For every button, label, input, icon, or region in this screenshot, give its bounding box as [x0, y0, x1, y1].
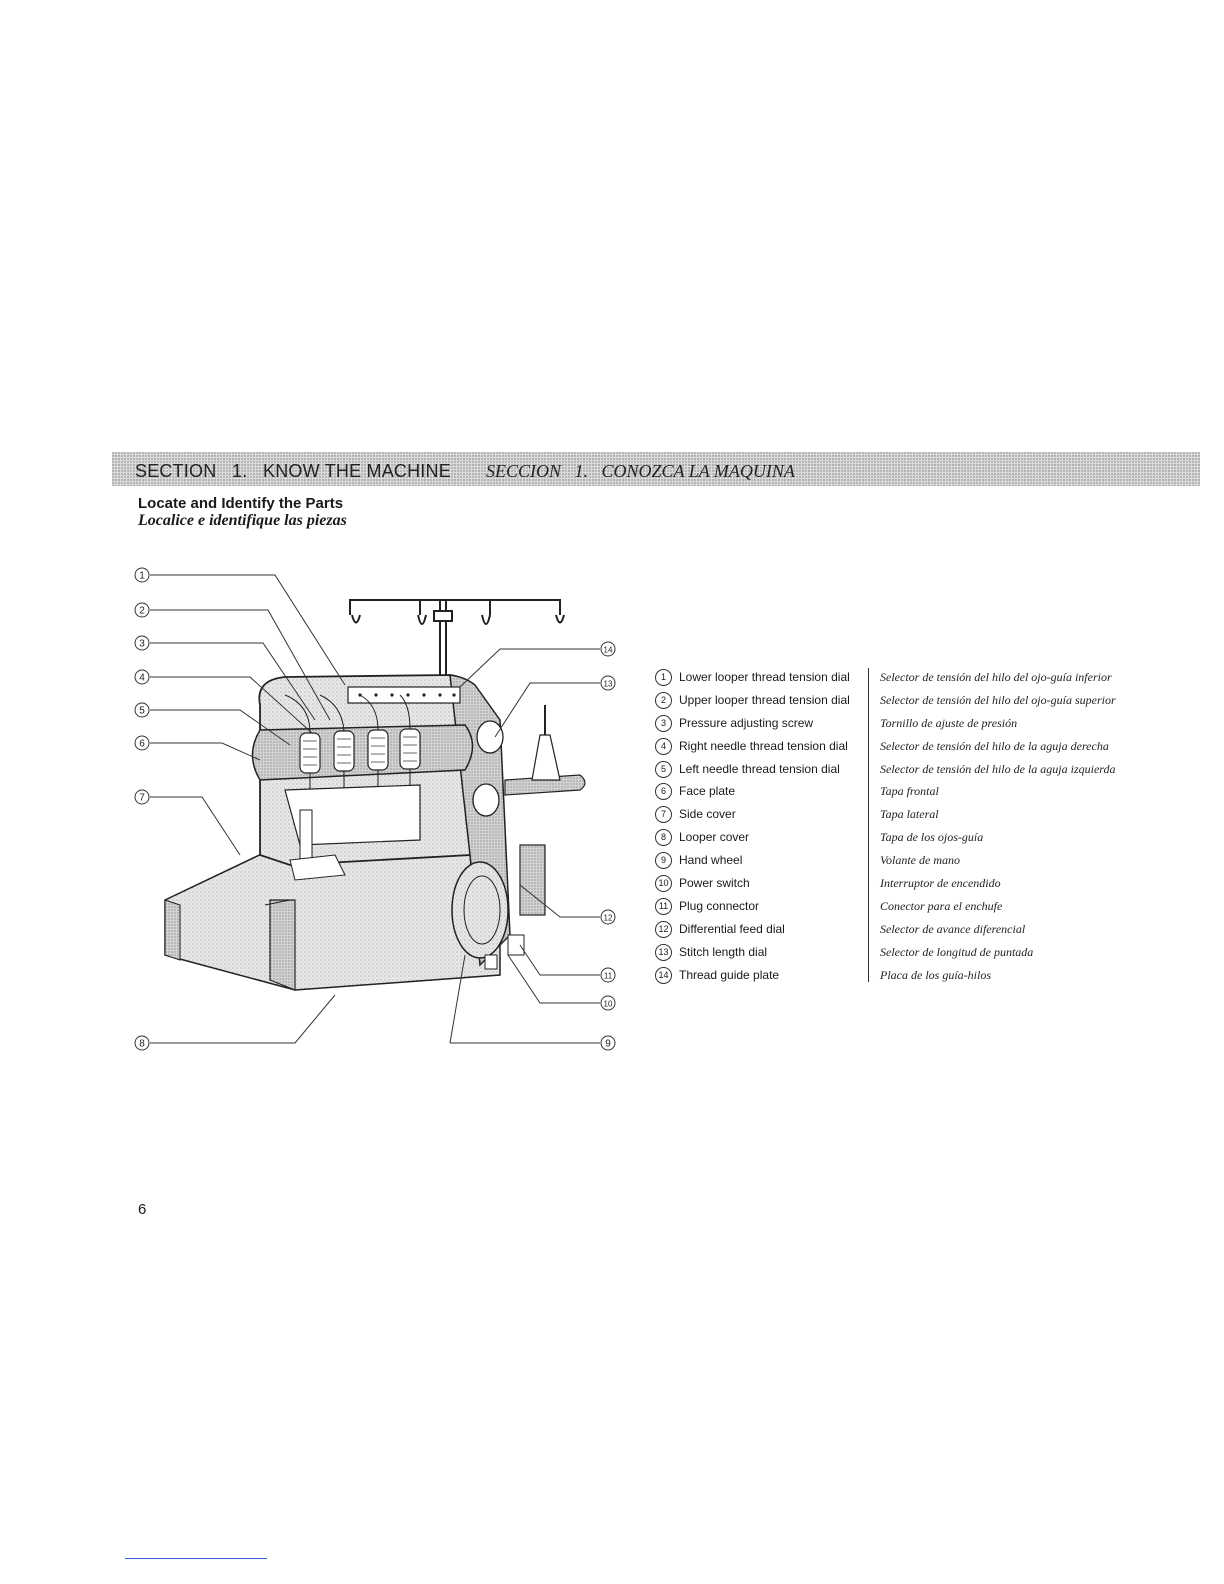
part-name-spanish: Selector de tensión del hilo de la aguja derecha	[880, 738, 1109, 753]
part-name-spanish: Interruptor de encendido	[880, 876, 1001, 891]
serger-machine-diagram	[120, 555, 640, 1055]
legend-row	[655, 668, 1215, 691]
legend-row	[655, 805, 1215, 828]
callout-13	[601, 676, 615, 690]
part-name-spanish: Tapa frontal	[880, 784, 939, 799]
part-name-english: Looper cover	[679, 830, 750, 845]
part-name-english: Left needle thread tension dial	[679, 761, 840, 776]
legend-row	[655, 851, 1215, 874]
legend-number: 3	[655, 715, 672, 732]
part-name-english: Lower looper thread tension dial	[679, 670, 850, 684]
part-name-spanish: Conector para el enchufe	[880, 898, 1003, 913]
callout-1	[135, 568, 149, 582]
legend-row	[655, 714, 1215, 737]
legend-row	[655, 828, 1215, 851]
callout-10-label: 10	[603, 999, 613, 1009]
callout-14-label: 14	[603, 645, 613, 655]
part-name-english: Plug connector	[679, 898, 760, 913]
legend-row	[655, 737, 1215, 760]
part-name-english: Pressure adjusting screw	[679, 715, 814, 730]
callout-8-label: 8	[139, 1038, 145, 1050]
page-number: 6	[138, 1201, 147, 1218]
legend-row	[655, 920, 1215, 943]
callout-2-label: 2	[139, 605, 145, 617]
callout-3	[135, 636, 149, 650]
part-name-english: Thread guide plate	[679, 967, 780, 982]
heading-english: Locate and Identify the Parts	[138, 495, 344, 512]
part-name-spanish: Selector de avance diferencial	[880, 921, 1026, 936]
part-name-spanish: Selector de tensión del hilo del ojo-guía inferior	[880, 670, 1112, 684]
part-name-spanish: Selector de tensión del hilo del ojo-guía superior	[880, 692, 1116, 707]
callout-3-label: 3	[139, 638, 145, 650]
part-name-english: Hand wheel	[679, 853, 743, 868]
part-name-english: Differential feed dial	[679, 921, 785, 936]
callout-4	[135, 670, 149, 684]
callout-7	[135, 790, 149, 804]
callout-7-label: 7	[139, 792, 145, 804]
part-name-english: Face plate	[679, 784, 736, 799]
heading-spanish: Localice e identifique las piezas	[138, 512, 347, 529]
callout-6	[135, 736, 149, 750]
legend-number: 2	[655, 692, 672, 709]
legend-number: 7	[655, 806, 672, 823]
callout-12	[601, 910, 615, 924]
callout-4-label: 4	[139, 672, 145, 684]
thread-stand	[350, 600, 564, 685]
legend-row	[655, 943, 1215, 966]
legend-row	[655, 897, 1215, 920]
legend-row	[655, 782, 1215, 805]
legend-row	[655, 760, 1215, 783]
legend-number: 12	[655, 921, 672, 938]
legend-number: 14	[655, 967, 672, 984]
legend-column-divider	[868, 668, 869, 982]
parts-legend	[655, 668, 1215, 988]
part-name-spanish: Selector de tensión del hilo de la aguja izquierda	[880, 761, 1116, 776]
part-name-spanish: Placa de los guía-hilos	[880, 967, 991, 982]
legend-number: 9	[655, 852, 672, 869]
part-name-spanish: Selector de longitud de puntada	[880, 944, 1034, 959]
part-name-english: Power switch	[679, 876, 750, 891]
legend-number: 6	[655, 783, 672, 800]
legend-row	[655, 691, 1215, 714]
part-name-spanish: Tapa lateral	[880, 807, 939, 822]
legend-row	[655, 966, 1215, 989]
legend-number: 13	[655, 944, 672, 961]
callout-5	[135, 703, 149, 717]
callout-10	[601, 996, 615, 1010]
legend-number: 8	[655, 829, 672, 846]
legend-number: 4	[655, 738, 672, 755]
section-title-spanish: SECCION 1. CONOZCA LA MAQUINA	[486, 461, 795, 481]
part-name-english: Stitch length dial	[679, 944, 768, 959]
callout-1-label: 1	[139, 570, 145, 582]
callout-2	[135, 603, 149, 617]
legend-number: 10	[655, 875, 672, 892]
part-name-spanish: Tapa de los ojos-guía	[880, 830, 984, 845]
callout-9-label: 9	[605, 1038, 611, 1050]
callout-11	[601, 968, 615, 982]
callout-11-label: 11	[603, 971, 613, 981]
footnote-rule	[125, 1558, 267, 1559]
spool-holder-arm	[505, 705, 585, 795]
callout-5-label: 5	[139, 705, 145, 717]
callout-14	[601, 642, 615, 656]
legend-number: 11	[655, 898, 672, 915]
legend-number: 5	[655, 761, 672, 778]
part-name-english: Right needle thread tension dial	[679, 738, 848, 753]
callout-13-label: 13	[603, 679, 613, 689]
part-name-spanish: Tornillo de ajuste de presión	[880, 715, 1018, 730]
callout-12-label: 12	[603, 913, 613, 923]
part-name-english: Upper looper thread tension dial	[679, 692, 850, 707]
part-name-english: Side cover	[679, 807, 736, 822]
legend-number: 1	[655, 669, 672, 686]
callout-8	[135, 1036, 149, 1050]
part-name-spanish: Volante de mano	[880, 853, 960, 868]
legend-row	[655, 874, 1215, 897]
section-title-english: SECTION 1. KNOW THE MACHINE	[135, 461, 451, 481]
callout-6-label: 6	[139, 738, 145, 750]
callout-9	[601, 1036, 615, 1050]
